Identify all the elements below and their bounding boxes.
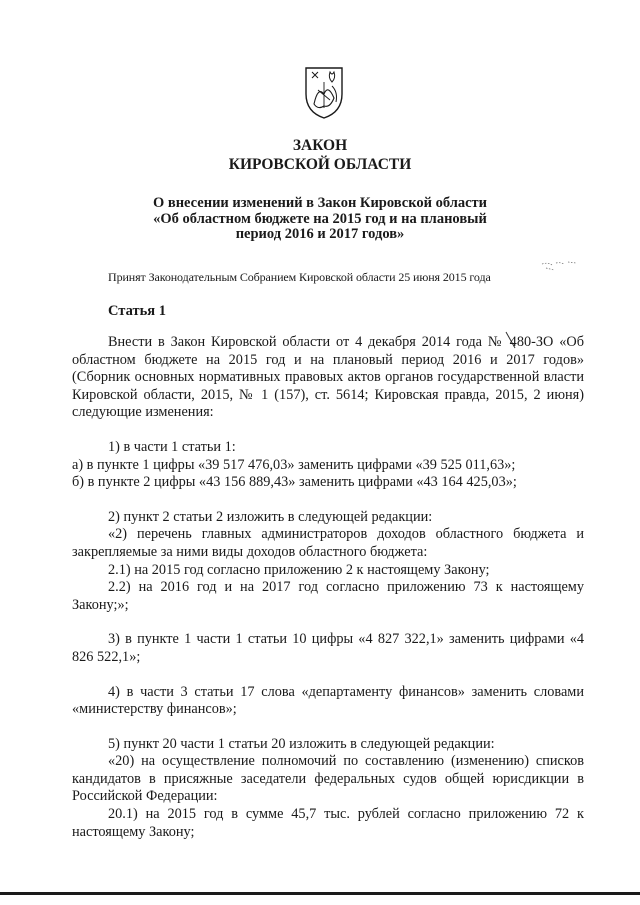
- law-title: ЗАКОН: [292, 137, 348, 154]
- region-title: КИРОВСКОЙ ОБЛАСТИ: [228, 156, 412, 173]
- item-1-a: а) в пункте 1 цифры «39 517 476,03» заменить цифрами «39 525 011,63»;: [72, 456, 516, 473]
- subtitle-line: О внесении изменений в Закон Кировской области: [152, 195, 488, 211]
- coat-of-arms-icon: [302, 64, 346, 120]
- item-2-text: «2) перечень главных администраторов доходов областного бюджета и закрепляемые за ними виды доходов областного бюджета:: [72, 526, 584, 560]
- item-2-heading: 2) пункт 2 статьи 2 изложить в следующей редакции:: [108, 508, 433, 525]
- item-2-1: 2.1) на 2015 год согласно приложению 2 к настоящему Закону;: [108, 561, 490, 578]
- subtitle-line: «Об областном бюджете на 2015 год и на плановый: [153, 210, 487, 227]
- item-5-text: «20) на осуществление полномочий по составлению (изменению) списков кандидатов в присяжные заседатели федеральных судов общей юрисдикции в Российской Федерации:: [72, 753, 584, 805]
- pen-mark-icon: [540, 258, 580, 272]
- item-5-1: 20.1) на 2015 год в сумме 45,7 тыс. рублей согласно приложению 72 к настоящему Закону;: [72, 806, 584, 840]
- article-heading: Статья 1: [108, 303, 166, 319]
- article-intro: Внести в Закон Кировской области от 4 декабря 2014 года № 480-ЗО «Об областном бюджете на 2015 год и на плановый период 2016 и 2017 годов» (Сборник основных нормативных правовых актов органов государственной власти Кировской области, 2015, № 1 (157), ст. 5614; Кировская правда, 2015, 2 июня) следующие изменения:: [72, 334, 584, 421]
- subtitle-line: период 2016 и 2017 годов»: [235, 226, 405, 242]
- law-subtitle: [100, 196, 540, 243]
- item-1-heading: 1) в части 1 статьи 1:: [108, 438, 236, 455]
- item-3: 3) в пункте 1 части 1 статьи 10 цифры «4 827 322,1» заменить цифрами «4 826 522,1»;: [72, 631, 584, 665]
- adoption-note: Принят Законодательным Собранием Кировской области 25 июня 2015 года: [108, 270, 491, 284]
- item-2-2: 2.2) на 2016 год и на 2017 год согласно приложению 73 к настоящему Закону;»;: [72, 579, 584, 613]
- item-5-heading: 5) пункт 20 части 1 статьи 20 изложить в следующей редакции:: [108, 735, 495, 752]
- item-1-b: б) в пункте 2 цифры «43 156 889,43» заменить цифрами «43 164 425,03»;: [72, 474, 517, 491]
- page-edge-divider: [0, 892, 640, 895]
- item-4: 4) в части 3 статьи 17 слова «департаменту финансов» заменить словами «министерству финансов»;: [72, 683, 584, 718]
- article-body: [72, 334, 584, 841]
